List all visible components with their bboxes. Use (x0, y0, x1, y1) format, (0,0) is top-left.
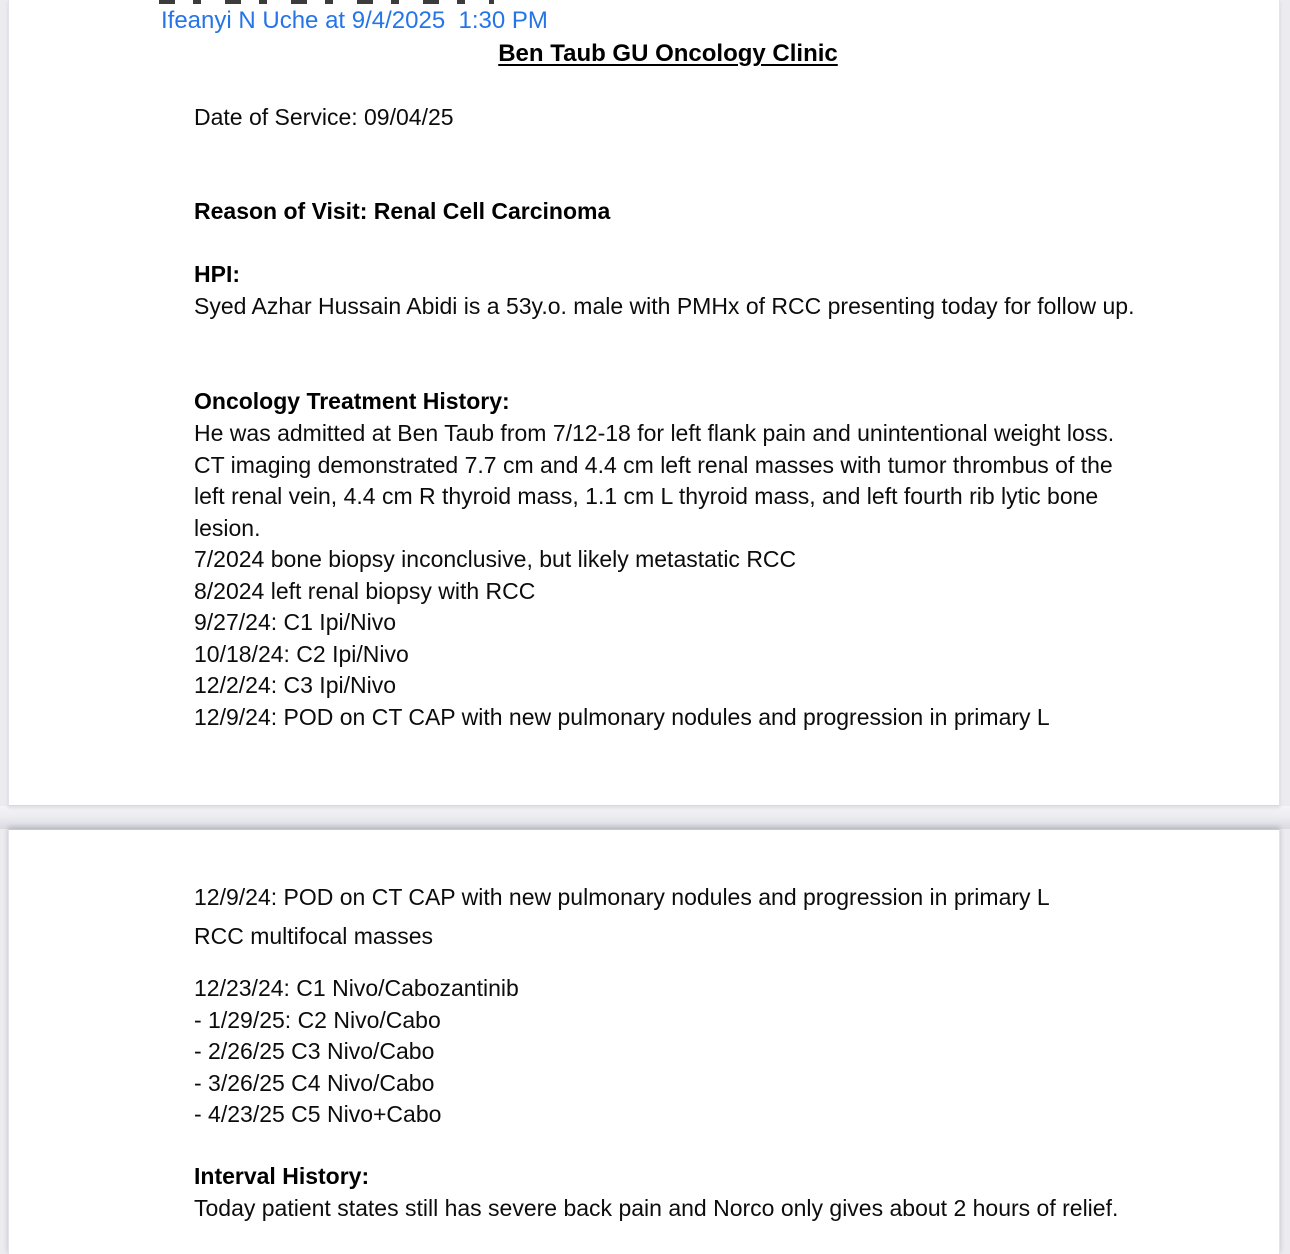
date-of-service: Date of Service: 09/04/25 (194, 104, 454, 130)
interval-history-text: Today patient states still has severe back pain and Norco only gives about 2 hours of relief. (194, 1195, 1119, 1221)
continuation-line: RCC multifocal masses (194, 923, 433, 949)
note-author-timestamp: Ifeanyi N Uche at 9/4/2025 1:30 PM (161, 7, 548, 34)
clipped-repeated-line: 12/9/24: POD on CT CAP with new pulmonary nodules and progression in primary L (194, 884, 1050, 910)
treatment-line: - 4/23/25 C5 Nivo+Cabo (194, 1101, 442, 1127)
hpi-label: HPI: (194, 261, 240, 287)
history-line: 12/2/24: C3 Ipi/Nivo (194, 672, 397, 698)
clinic-title-row (194, 38, 1142, 69)
treatment-line: 12/23/24: C1 Nivo/Cabozantinib (194, 975, 519, 1001)
clinic-title: Ben Taub GU Oncology Clinic (498, 40, 838, 67)
reason-of-visit: Reason of Visit: Renal Cell Carcinoma (194, 198, 611, 224)
interval-history-label: Interval History: (194, 1163, 370, 1189)
oncology-history-label: Oncology Treatment History: (194, 388, 510, 414)
note-screenshot-bottom (8, 829, 1280, 1254)
cropped-text-fragments-top (159, 0, 494, 4)
treatment-lines (194, 973, 1149, 1131)
cropped-text-fragments-middle (194, 884, 1149, 913)
history-line: 8/2024 left renal biopsy with RCC (194, 577, 536, 604)
hpi-text: Syed Azhar Hussain Abidi is a 53y.o. male with PMHx of RCC presenting today for follow up. (194, 293, 1135, 319)
note-screenshot-top (8, 0, 1280, 806)
history-line: 12/9/24: POD on CT CAP with new pulmonary nodules and progression in primary L (194, 703, 1050, 730)
history-line: 10/18/24: C2 Ipi/Nivo (194, 640, 409, 667)
oncology-history-paragraph: He was admitted at Ben Taub from 7/12-18 for left flank pain and unintentional weight loss. CT imaging demonstrated 7.7 cm and 4.4 cm left renal masses with tumor thrombus of the left renal vein, 4.4 cm R thyroid mass, 1.1 cm L thyroid mass, and left fourth rib lytic bone lesion. (194, 420, 1115, 541)
card-gap-shadow (0, 806, 1290, 829)
treatment-line: - 2/26/25 C3 Nivo/Cabo (194, 1038, 435, 1064)
treatment-line: - 3/26/25 C4 Nivo/Cabo (194, 1069, 435, 1096)
oncology-history-lines (194, 544, 1149, 733)
history-line: 7/2024 bone biopsy inconclusive, but likely metastatic RCC (194, 546, 797, 572)
treatment-line: - 1/29/25: C2 Nivo/Cabo (194, 1006, 441, 1033)
history-line: 9/27/24: C1 Ipi/Nivo (194, 609, 397, 635)
